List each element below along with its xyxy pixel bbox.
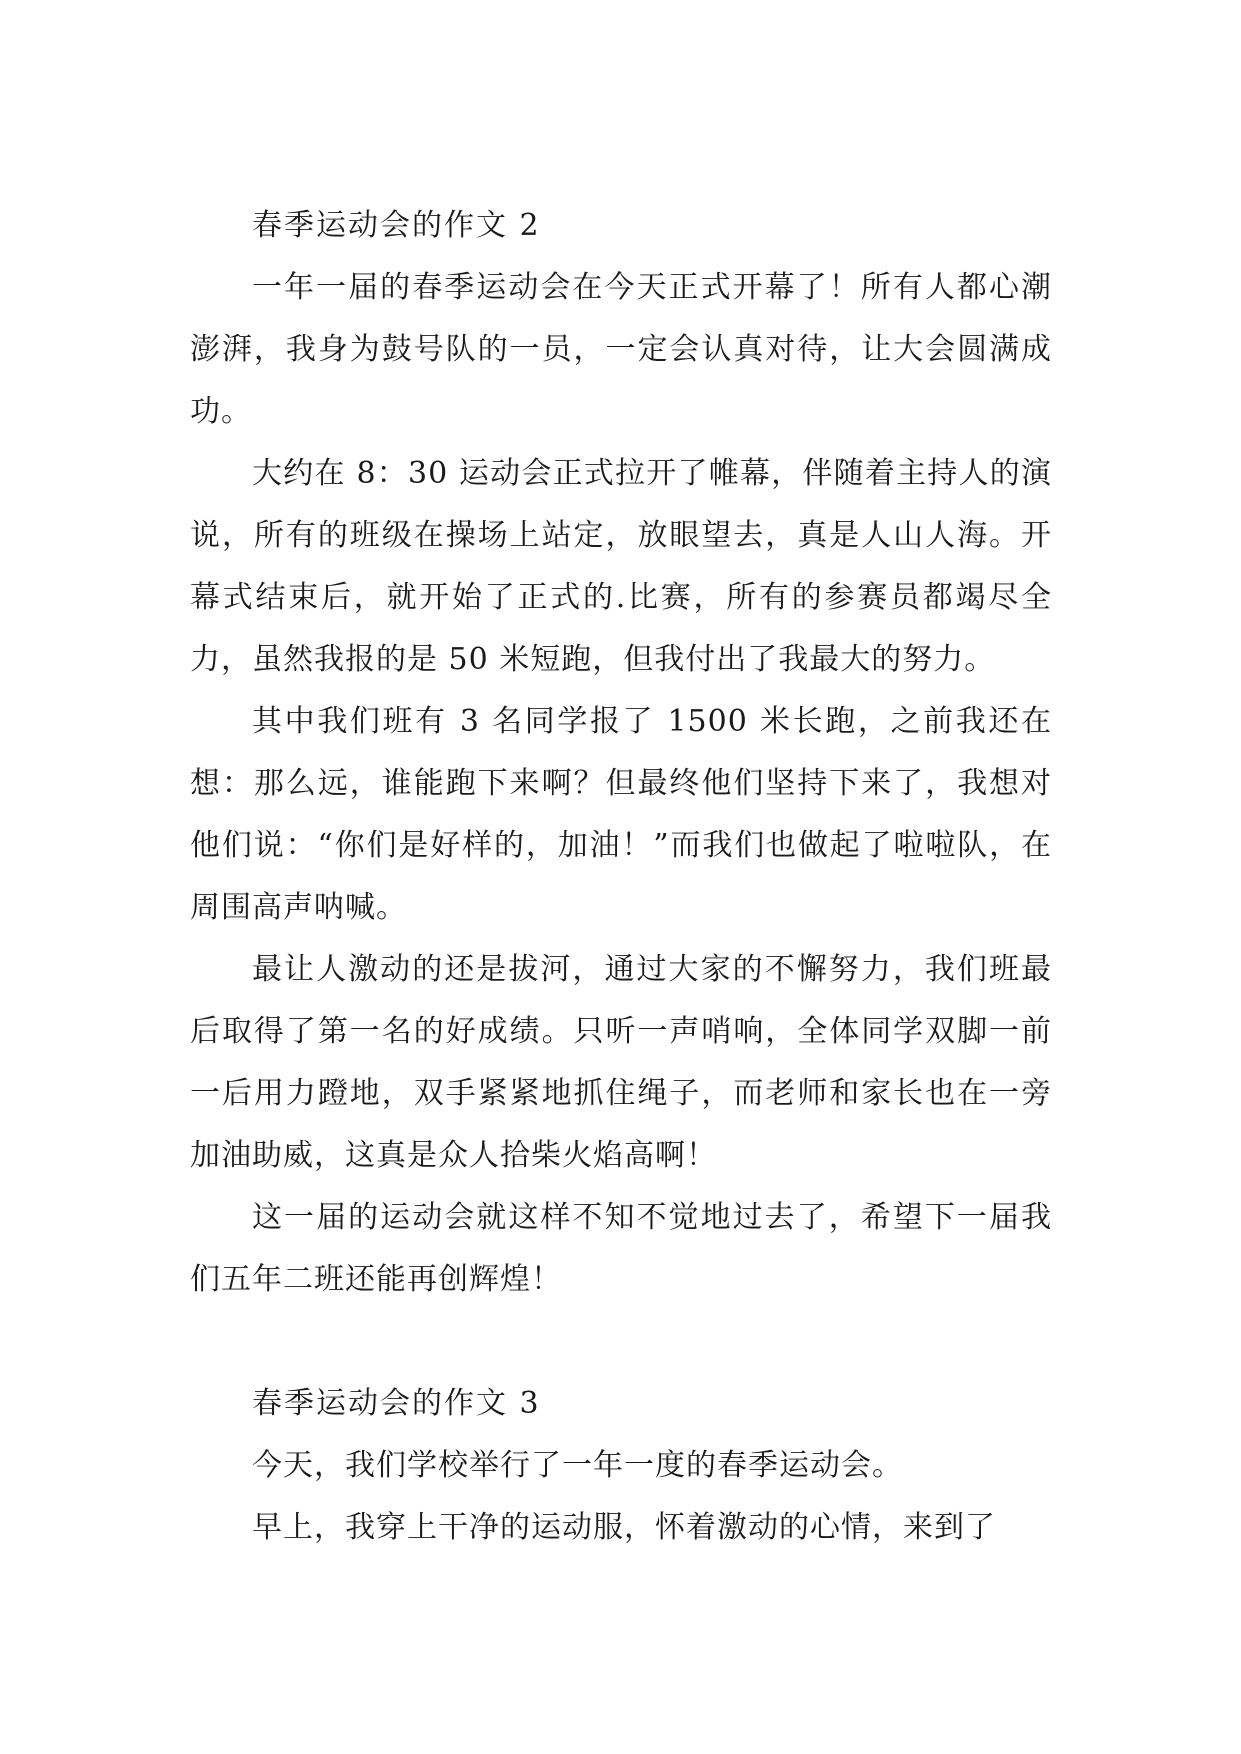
paragraph: 今天，我们学校举行了一年一度的春季运动会。: [252, 1448, 903, 1483]
essay-title: 春季运动会的作文 2: [252, 208, 541, 243]
paragraph: 早上，我穿上干净的运动服，怀着激动的心情，来到了: [252, 1510, 996, 1545]
paragraph: 这一届的运动会就这样不知不觉地过去了，希望下一届我们五年二班还能再创辉煌！: [190, 1200, 1052, 1297]
essay-section-2: [190, 195, 1052, 1311]
essay-section-3: [190, 1373, 1052, 1559]
paragraph: 一年一届的春季运动会在今天正式开幕了！所有人都心潮澎湃，我身为鼓号队的一员，一定会认真对待，让大会圆满成功。: [190, 270, 1052, 429]
paragraph: 大约在 8：30 运动会正式拉开了帷幕，伴随着主持人的演说，所有的班级在操场上站定，放眼望去，真是人山人海。开幕式结束后，就开始了正式的.比赛，所有的参赛员都竭尽全力，虽然我报的是 50 米短跑，但我付出了我最大的努力。: [190, 456, 1052, 677]
paragraph: 最让人激动的还是拔河，通过大家的不懈努力，我们班最后取得了第一名的好成绩。只听一声哨响，全体同学双脚一前一后用力蹬地，双手紧紧地抓住绳子，而老师和家长也在一旁加油助威，这真是众人拾柴火焰高啊！: [190, 952, 1052, 1173]
paragraph: 其中我们班有 3 名同学报了 1500 米长跑，之前我还在想：那么远，谁能跑下来啊？但最终他们坚持下来了，我想对他们说：“你们是好样的，加油！”而我们也做起了啦啦队，在周围高声呐喊。: [190, 704, 1052, 925]
essay-title: 春季运动会的作文 3: [252, 1386, 541, 1421]
document-body: [190, 195, 1052, 1559]
